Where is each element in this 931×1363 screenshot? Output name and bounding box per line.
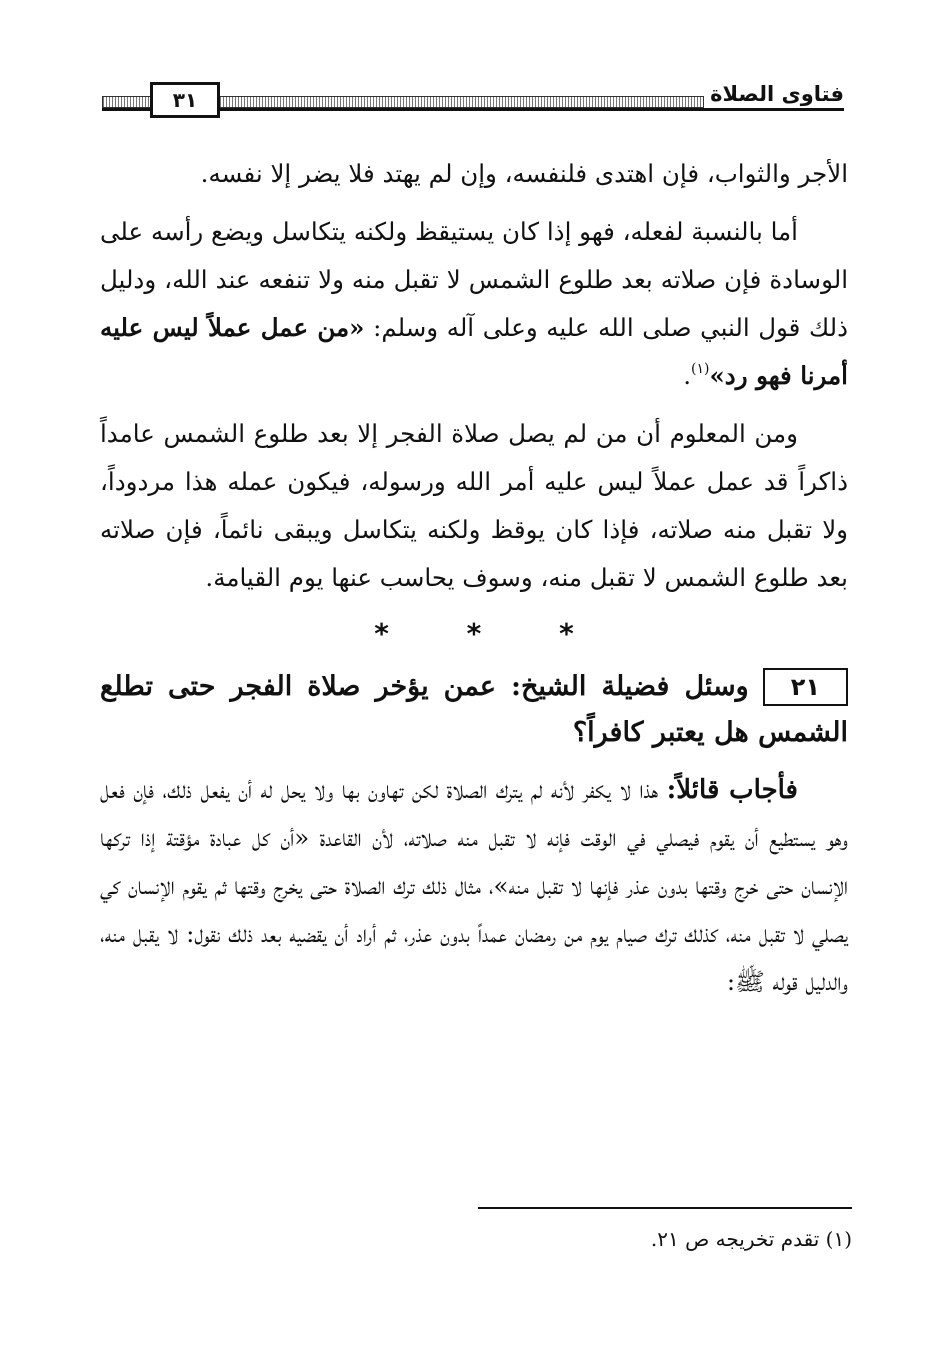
section-separator: * * * [374, 617, 608, 650]
question-number: ٢١ [763, 668, 848, 706]
question-heading [100, 664, 848, 756]
paragraph-2 [100, 208, 848, 400]
paragraph-2-text: أما بالنسبة لفعله، فهو إذا كان يستيقظ ولكنه يتكاسل ويضع رأسه على الوسادة فإن صلاته بعد طلوع الشمس لا تقبل منه ولا تنفعه عند الله، ودليل ذلك قول النبي صلى الله عليه وعلى آله وسلم: [100, 217, 848, 342]
footnote-marker: (١) [825, 1227, 852, 1251]
answer-paragraph [100, 766, 848, 1006]
footnote-text: تقدم تخريجه ص ٢١. [650, 1227, 820, 1251]
main-text [100, 150, 848, 1016]
paragraph-3: ومن المعلوم أن من لم يصل صلاة الفجر إلا بعد طلوع الشمس عامداً ذاكراً قد عمل عملاً ليس عليه أمر الله ورسوله، فيكون عمله هذا مردوداً، ولا تقبل منه صلاته، فإذا كان يوقظ ولكنه يتكاسل ويبقى نائماً، فإن صلاته بعد طلوع الشمس لا تقبل منه، وسوف يحاسب عنها يوم القيامة. [100, 419, 848, 592]
question-text: وسئل فضيلة الشيخ: عمن يؤخر صلاة الفجر حتى تطلع الشمس هل يعتبر كافراً؟ [100, 671, 848, 748]
hadith-quote: «من عمل عملاً ليس عليه أمرنا فهو رد» [100, 313, 848, 390]
paragraph-1: الأجر والثواب، فإن اهتدى فلنفسه، وإن لم يهتد فلا يضر إلا نفسه. [200, 159, 848, 188]
footnote [400, 1222, 852, 1256]
page-number: ٣١ [150, 82, 220, 118]
answer-lead: فأجاب قائلاً: [666, 775, 798, 805]
answer-text: هذا لا يكفر لأنه لم يترك الصلاة لكن تهاون بها ولا يحل له أن يفعل ذلك، فإن فعل وهو يستطيع أن يقوم فيصلي في الوقت فإنه لا تقبل منه صلاته، لأن القاعدة «أن كل عبادة مؤقتة إذا تركها الإنسان حتى خرج وقتها بدون عذر فإنها لا تقبل منه»، مثال ذلك ترك الصلاة حتى يخرج وقتها ثم يقوم الإنسان كي يصلي لا تقبل منه، كذلك ترك صيام يوم من رمضان عمداً بدون عذر، ثم أراد أن يقضيه بعد ذلك نقول: لا يقبل منه، والدليل قوله ﷺ: [100, 775, 849, 996]
footnote-divider [478, 1207, 852, 1209]
paragraph-2-end: . [683, 361, 692, 390]
footnote-reference[interactable]: (١) [691, 361, 710, 377]
running-header [102, 76, 844, 124]
book-title: فتاوى الصلاة [710, 82, 844, 106]
